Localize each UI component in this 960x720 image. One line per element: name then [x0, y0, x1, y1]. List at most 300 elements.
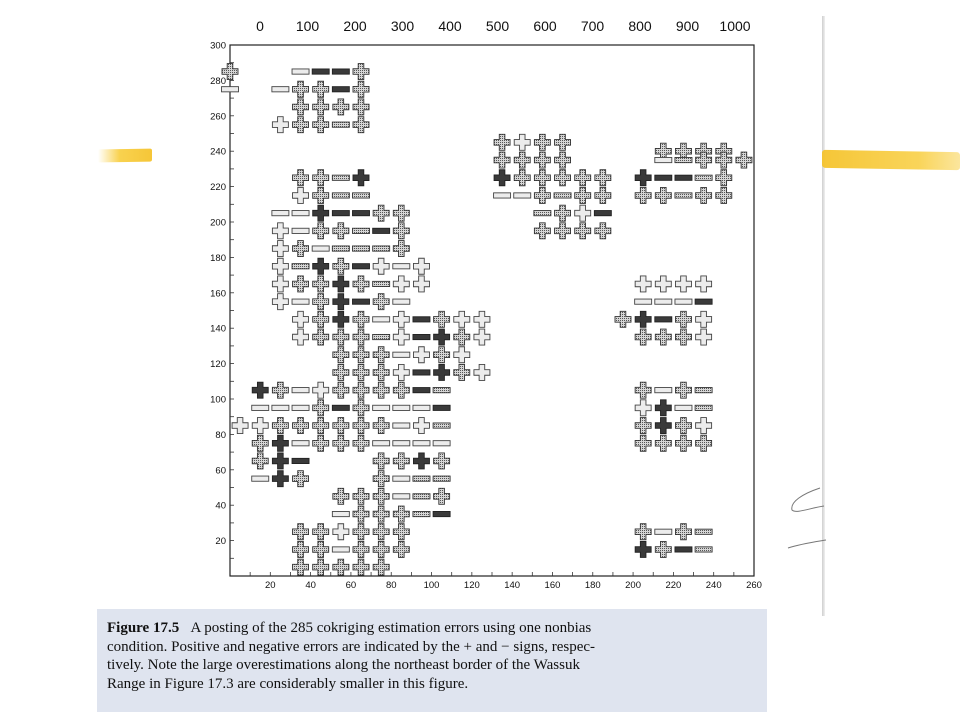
positive-error-marker	[313, 276, 329, 292]
positive-error-marker	[675, 276, 691, 292]
x-tick-label: 220	[665, 580, 682, 591]
positive-error-marker	[434, 364, 450, 380]
positive-error-marker	[272, 453, 288, 469]
negative-error-marker	[332, 405, 349, 410]
positive-error-marker	[353, 64, 369, 80]
positive-error-marker	[293, 241, 309, 257]
positive-error-marker	[655, 276, 671, 292]
positive-error-marker	[373, 541, 389, 557]
x-tick-label: 20	[265, 580, 276, 591]
positive-error-marker	[293, 418, 309, 434]
negative-error-marker	[353, 246, 370, 251]
positive-error-marker	[555, 223, 571, 239]
positive-error-marker	[393, 241, 409, 257]
negative-error-marker	[695, 175, 712, 180]
negative-error-marker	[594, 211, 611, 216]
positive-error-marker	[655, 187, 671, 203]
positive-error-marker	[675, 382, 691, 398]
negative-error-marker	[675, 547, 692, 552]
negative-error-marker	[353, 211, 370, 216]
caption-text-3: tively. Note the large overestimations along the northeast border of the Wassuk	[107, 657, 580, 673]
positive-error-marker	[454, 364, 470, 380]
x-tick-label: 200	[625, 580, 642, 591]
positive-error-marker	[353, 99, 369, 115]
negative-error-marker	[675, 175, 692, 180]
positive-error-marker	[272, 382, 288, 398]
positive-error-marker	[514, 134, 530, 150]
figure-caption	[97, 609, 767, 712]
positive-error-marker	[434, 311, 450, 327]
positive-error-marker	[635, 276, 651, 292]
negative-error-marker	[413, 494, 430, 499]
y-tick-label: 300	[210, 40, 226, 52]
top-axis-tick-label: 0	[256, 18, 264, 34]
positive-error-marker	[514, 170, 530, 186]
positive-error-marker	[272, 294, 288, 310]
negative-error-marker	[393, 441, 410, 446]
positive-error-marker	[333, 435, 349, 451]
positive-error-marker	[313, 435, 329, 451]
positive-error-marker	[313, 294, 329, 310]
positive-error-marker	[595, 187, 611, 203]
top-axis-tick-label: 800	[628, 18, 652, 34]
positive-error-marker	[313, 258, 329, 274]
positive-error-marker	[454, 347, 470, 363]
positive-error-marker	[635, 170, 651, 186]
positive-error-marker	[333, 294, 349, 310]
positive-error-marker	[353, 524, 369, 540]
x-tick-label: 260	[746, 580, 762, 591]
positive-error-marker	[675, 143, 691, 159]
negative-error-marker	[393, 494, 410, 499]
negative-error-marker	[292, 458, 309, 463]
negative-error-marker	[695, 388, 712, 393]
positive-error-marker	[413, 453, 429, 469]
caption-text-4: Range in Figure 17.3 are considerably smaller in this figure.	[107, 675, 469, 692]
negative-error-marker	[393, 352, 410, 357]
negative-error-marker	[675, 405, 692, 410]
positive-error-marker	[272, 276, 288, 292]
top-axis-tick-label: 400	[438, 18, 462, 34]
positive-error-marker	[373, 294, 389, 310]
positive-error-marker	[353, 170, 369, 186]
positive-error-marker	[373, 524, 389, 540]
positive-error-marker	[696, 276, 712, 292]
positive-error-marker	[575, 170, 591, 186]
positive-error-marker	[373, 347, 389, 363]
y-tick-label: 220	[210, 182, 226, 194]
positive-error-marker	[373, 471, 389, 487]
negative-error-marker	[373, 228, 390, 233]
positive-error-marker	[353, 435, 369, 451]
positive-error-marker	[252, 418, 268, 434]
positive-error-marker	[655, 400, 671, 416]
negative-error-marker	[353, 228, 370, 233]
negative-error-marker	[695, 547, 712, 552]
negative-error-marker	[292, 69, 309, 74]
y-tick-label: 60	[215, 465, 226, 477]
positive-error-marker	[353, 418, 369, 434]
positive-error-marker	[635, 311, 651, 327]
positive-error-marker	[635, 400, 651, 416]
positive-error-marker	[232, 418, 248, 434]
positive-error-marker	[696, 187, 712, 203]
negative-error-marker	[332, 511, 349, 516]
positive-error-marker	[474, 311, 490, 327]
negative-error-marker	[332, 211, 349, 216]
positive-error-marker	[272, 258, 288, 274]
positive-error-marker	[434, 329, 450, 345]
top-axis-tick-label: 600	[533, 18, 557, 34]
positive-error-marker	[575, 223, 591, 239]
negative-error-marker	[675, 157, 692, 162]
x-tick-label: 160	[544, 580, 561, 591]
positive-error-marker	[635, 541, 651, 557]
positive-error-marker	[736, 152, 752, 168]
negative-error-marker	[332, 69, 349, 74]
positive-error-marker	[696, 311, 712, 327]
positive-error-marker	[534, 170, 550, 186]
positive-error-marker	[534, 223, 550, 239]
positive-error-marker	[252, 382, 268, 398]
negative-error-marker	[292, 264, 309, 269]
positive-error-marker	[293, 81, 309, 97]
negative-error-marker	[292, 228, 309, 233]
top-axis-tick-label: 200	[343, 18, 367, 34]
x-tick-label: 120	[463, 580, 480, 591]
negative-error-marker	[292, 211, 309, 216]
positive-error-marker	[313, 223, 329, 239]
negative-error-marker	[292, 299, 309, 304]
positive-error-marker	[252, 453, 268, 469]
negative-error-marker	[373, 246, 390, 251]
negative-error-marker	[373, 441, 390, 446]
negative-error-marker	[332, 175, 349, 180]
positive-error-marker	[675, 524, 691, 540]
positive-error-marker	[454, 329, 470, 345]
positive-error-marker	[716, 170, 732, 186]
negative-error-marker	[393, 405, 410, 410]
caption-text-2: condition. Positive and negative errors are indicated by the + and − signs, respec-	[107, 638, 596, 655]
positive-error-marker	[373, 559, 389, 575]
caption-line	[107, 619, 767, 638]
positive-error-marker	[353, 347, 369, 363]
negative-error-marker	[655, 175, 672, 180]
positive-error-marker	[272, 435, 288, 451]
positive-error-marker	[635, 329, 651, 345]
x-tick-label: 100	[423, 580, 440, 591]
positive-error-marker	[413, 347, 429, 363]
positive-error-marker	[353, 506, 369, 522]
positive-error-marker	[655, 329, 671, 345]
positive-error-marker	[555, 170, 571, 186]
positive-error-marker	[635, 418, 651, 434]
positive-error-marker	[313, 541, 329, 557]
positive-error-marker	[393, 524, 409, 540]
positive-error-marker	[655, 541, 671, 557]
y-tick-label: 120	[210, 359, 226, 371]
negative-error-marker	[332, 246, 349, 251]
top-axis-tick-label: 1000	[719, 18, 751, 34]
x-tick-label: 60	[345, 580, 357, 591]
pen-annotation	[780, 480, 830, 560]
positive-error-marker	[595, 223, 611, 239]
negative-error-marker	[312, 69, 329, 74]
positive-error-marker	[333, 99, 349, 115]
positive-error-marker	[293, 99, 309, 115]
positive-error-marker	[635, 435, 651, 451]
positive-error-marker	[313, 81, 329, 97]
positive-error-marker	[353, 559, 369, 575]
negative-error-marker	[332, 547, 349, 552]
negative-error-marker	[332, 193, 349, 198]
positive-error-marker	[393, 364, 409, 380]
top-axis-tick-label: 500	[485, 18, 510, 34]
positive-error-marker	[716, 187, 732, 203]
positive-error-marker	[293, 187, 309, 203]
negative-error-marker	[554, 193, 571, 198]
positive-error-marker	[514, 152, 530, 168]
negative-error-marker	[252, 405, 269, 410]
positive-error-marker	[555, 152, 571, 168]
positive-error-marker	[534, 134, 550, 150]
positive-error-marker	[313, 559, 329, 575]
positive-error-marker	[393, 311, 409, 327]
positive-error-marker	[293, 559, 309, 575]
negative-error-marker	[393, 264, 410, 269]
negative-error-marker	[353, 264, 370, 269]
caption-text-1: A posting of the 285 cokriging estimation errors using one nonbias	[190, 620, 592, 636]
positive-error-marker	[413, 418, 429, 434]
negative-error-marker	[292, 405, 309, 410]
positive-error-marker	[293, 170, 309, 186]
positive-error-marker	[353, 276, 369, 292]
positive-error-marker	[313, 99, 329, 115]
positive-error-marker	[434, 488, 450, 504]
negative-error-marker	[695, 299, 712, 304]
negative-error-marker	[353, 299, 370, 304]
positive-error-marker	[333, 276, 349, 292]
negative-error-marker	[675, 193, 692, 198]
positive-error-marker	[675, 435, 691, 451]
positive-error-marker	[293, 329, 309, 345]
negative-error-marker	[272, 87, 289, 92]
positive-error-marker	[313, 400, 329, 416]
negative-error-marker	[655, 529, 672, 534]
positive-error-marker	[333, 223, 349, 239]
negative-error-marker	[655, 299, 672, 304]
positive-error-marker	[393, 453, 409, 469]
positive-error-marker	[373, 382, 389, 398]
negative-error-marker	[413, 441, 430, 446]
negative-error-marker	[292, 388, 309, 393]
positive-error-marker	[696, 418, 712, 434]
positive-error-marker	[393, 541, 409, 557]
positive-error-marker	[494, 134, 510, 150]
y-tick-label: 40	[215, 500, 226, 512]
y-tick-label: 160	[210, 288, 226, 300]
positive-error-marker	[454, 311, 470, 327]
positive-error-marker	[655, 418, 671, 434]
positive-error-marker	[353, 117, 369, 133]
positive-error-marker	[333, 364, 349, 380]
positive-error-marker	[474, 364, 490, 380]
positive-error-marker	[373, 488, 389, 504]
positive-error-marker	[333, 311, 349, 327]
negative-error-marker	[332, 87, 349, 92]
negative-error-marker	[413, 476, 430, 481]
positive-error-marker	[575, 187, 591, 203]
negative-error-marker	[393, 423, 410, 428]
negative-error-marker	[413, 334, 430, 339]
positive-error-marker	[333, 258, 349, 274]
y-tick-label: 260	[210, 111, 226, 123]
top-axis-tick-label: 700	[580, 18, 605, 34]
positive-error-marker	[333, 347, 349, 363]
positive-error-marker	[313, 205, 329, 221]
error-markers	[222, 64, 752, 576]
negative-error-marker	[393, 476, 410, 481]
positive-error-marker	[413, 276, 429, 292]
positive-error-marker	[333, 488, 349, 504]
positive-error-marker	[313, 170, 329, 186]
positive-error-marker	[373, 506, 389, 522]
y-tick-label: 280	[210, 75, 226, 87]
positive-error-marker	[494, 152, 510, 168]
y-tick-label: 240	[210, 146, 226, 158]
positive-error-marker	[675, 311, 691, 327]
positive-error-marker	[353, 364, 369, 380]
negative-error-marker	[413, 317, 430, 322]
positive-error-marker	[313, 418, 329, 434]
negative-error-marker	[413, 511, 430, 516]
positive-error-marker	[313, 187, 329, 203]
y-tick-label: 20	[215, 536, 226, 548]
negative-error-marker	[635, 299, 652, 304]
negative-error-marker	[433, 511, 450, 516]
positive-error-marker	[293, 471, 309, 487]
positive-error-marker	[534, 152, 550, 168]
positive-error-marker	[373, 418, 389, 434]
positive-error-marker	[373, 453, 389, 469]
positive-error-marker	[252, 435, 268, 451]
top-axis-tick-label: 900	[675, 18, 700, 34]
x-tick-label: 180	[584, 580, 601, 591]
positive-error-marker	[635, 187, 651, 203]
positive-error-marker	[313, 329, 329, 345]
negative-error-marker	[373, 281, 390, 286]
negative-error-marker	[695, 529, 712, 534]
negative-error-marker	[675, 299, 692, 304]
negative-error-marker	[514, 193, 531, 198]
positive-error-marker	[313, 311, 329, 327]
positive-error-marker	[353, 311, 369, 327]
positive-error-marker	[333, 559, 349, 575]
positive-error-marker	[393, 329, 409, 345]
positive-error-marker	[313, 382, 329, 398]
x-tick-label: 80	[385, 580, 397, 591]
negative-error-marker	[413, 405, 430, 410]
negative-error-marker	[353, 193, 370, 198]
negative-error-marker	[433, 388, 450, 393]
positive-error-marker	[393, 223, 409, 239]
positive-error-marker	[434, 453, 450, 469]
x-tick-label: 40	[305, 580, 316, 591]
positive-error-marker	[494, 170, 510, 186]
negative-error-marker	[252, 476, 269, 481]
positive-error-marker	[615, 311, 631, 327]
positive-error-marker	[293, 524, 309, 540]
positive-error-marker	[393, 205, 409, 221]
caption-figure-label: Figure 17.5	[107, 620, 180, 636]
positive-error-marker	[293, 311, 309, 327]
positive-error-marker	[353, 488, 369, 504]
positive-error-marker	[353, 329, 369, 345]
negative-error-marker	[655, 388, 672, 393]
positive-error-marker	[474, 329, 490, 345]
positive-error-marker	[313, 524, 329, 540]
positive-error-marker	[675, 329, 691, 345]
negative-error-marker	[494, 193, 511, 198]
positive-error-marker	[293, 541, 309, 557]
negative-error-marker	[292, 441, 309, 446]
y-tick-label: 180	[210, 252, 226, 264]
positive-error-marker	[313, 117, 329, 133]
negative-error-marker	[655, 157, 672, 162]
positive-error-marker	[353, 382, 369, 398]
positive-error-marker	[393, 276, 409, 292]
positive-error-marker	[434, 347, 450, 363]
negative-error-marker	[433, 405, 450, 410]
negative-error-marker	[413, 388, 430, 393]
negative-error-marker	[413, 370, 430, 375]
positive-error-marker	[373, 364, 389, 380]
negative-error-marker	[393, 299, 410, 304]
positive-error-marker	[272, 117, 288, 133]
positive-error-marker	[655, 435, 671, 451]
positive-error-marker	[272, 471, 288, 487]
positive-error-marker	[575, 205, 591, 221]
positive-error-marker	[272, 241, 288, 257]
top-axis-tick-label: 100	[295, 18, 320, 34]
negative-error-marker	[433, 441, 450, 446]
positive-error-marker	[353, 541, 369, 557]
positive-error-marker	[696, 435, 712, 451]
top-axis-tick-label: 300	[390, 18, 415, 34]
positive-error-marker	[333, 382, 349, 398]
positive-error-marker	[353, 400, 369, 416]
y-tick-label: 140	[210, 323, 226, 335]
positive-error-marker	[293, 117, 309, 133]
positive-error-marker	[353, 81, 369, 97]
negative-error-marker	[534, 211, 551, 216]
positive-error-marker	[555, 134, 571, 150]
positive-error-marker	[595, 170, 611, 186]
negative-error-marker	[312, 246, 329, 251]
x-tick-label: 140	[504, 580, 521, 591]
positive-error-marker	[272, 418, 288, 434]
positive-error-marker	[333, 524, 349, 540]
x-tick-label: 240	[705, 580, 722, 591]
y-tick-label: 100	[210, 394, 226, 406]
positive-error-marker	[393, 506, 409, 522]
negative-error-marker	[433, 423, 450, 428]
positive-error-marker	[555, 205, 571, 221]
positive-error-marker	[413, 258, 429, 274]
positive-error-marker	[373, 258, 389, 274]
negative-error-marker	[272, 211, 289, 216]
positive-error-marker	[635, 382, 651, 398]
